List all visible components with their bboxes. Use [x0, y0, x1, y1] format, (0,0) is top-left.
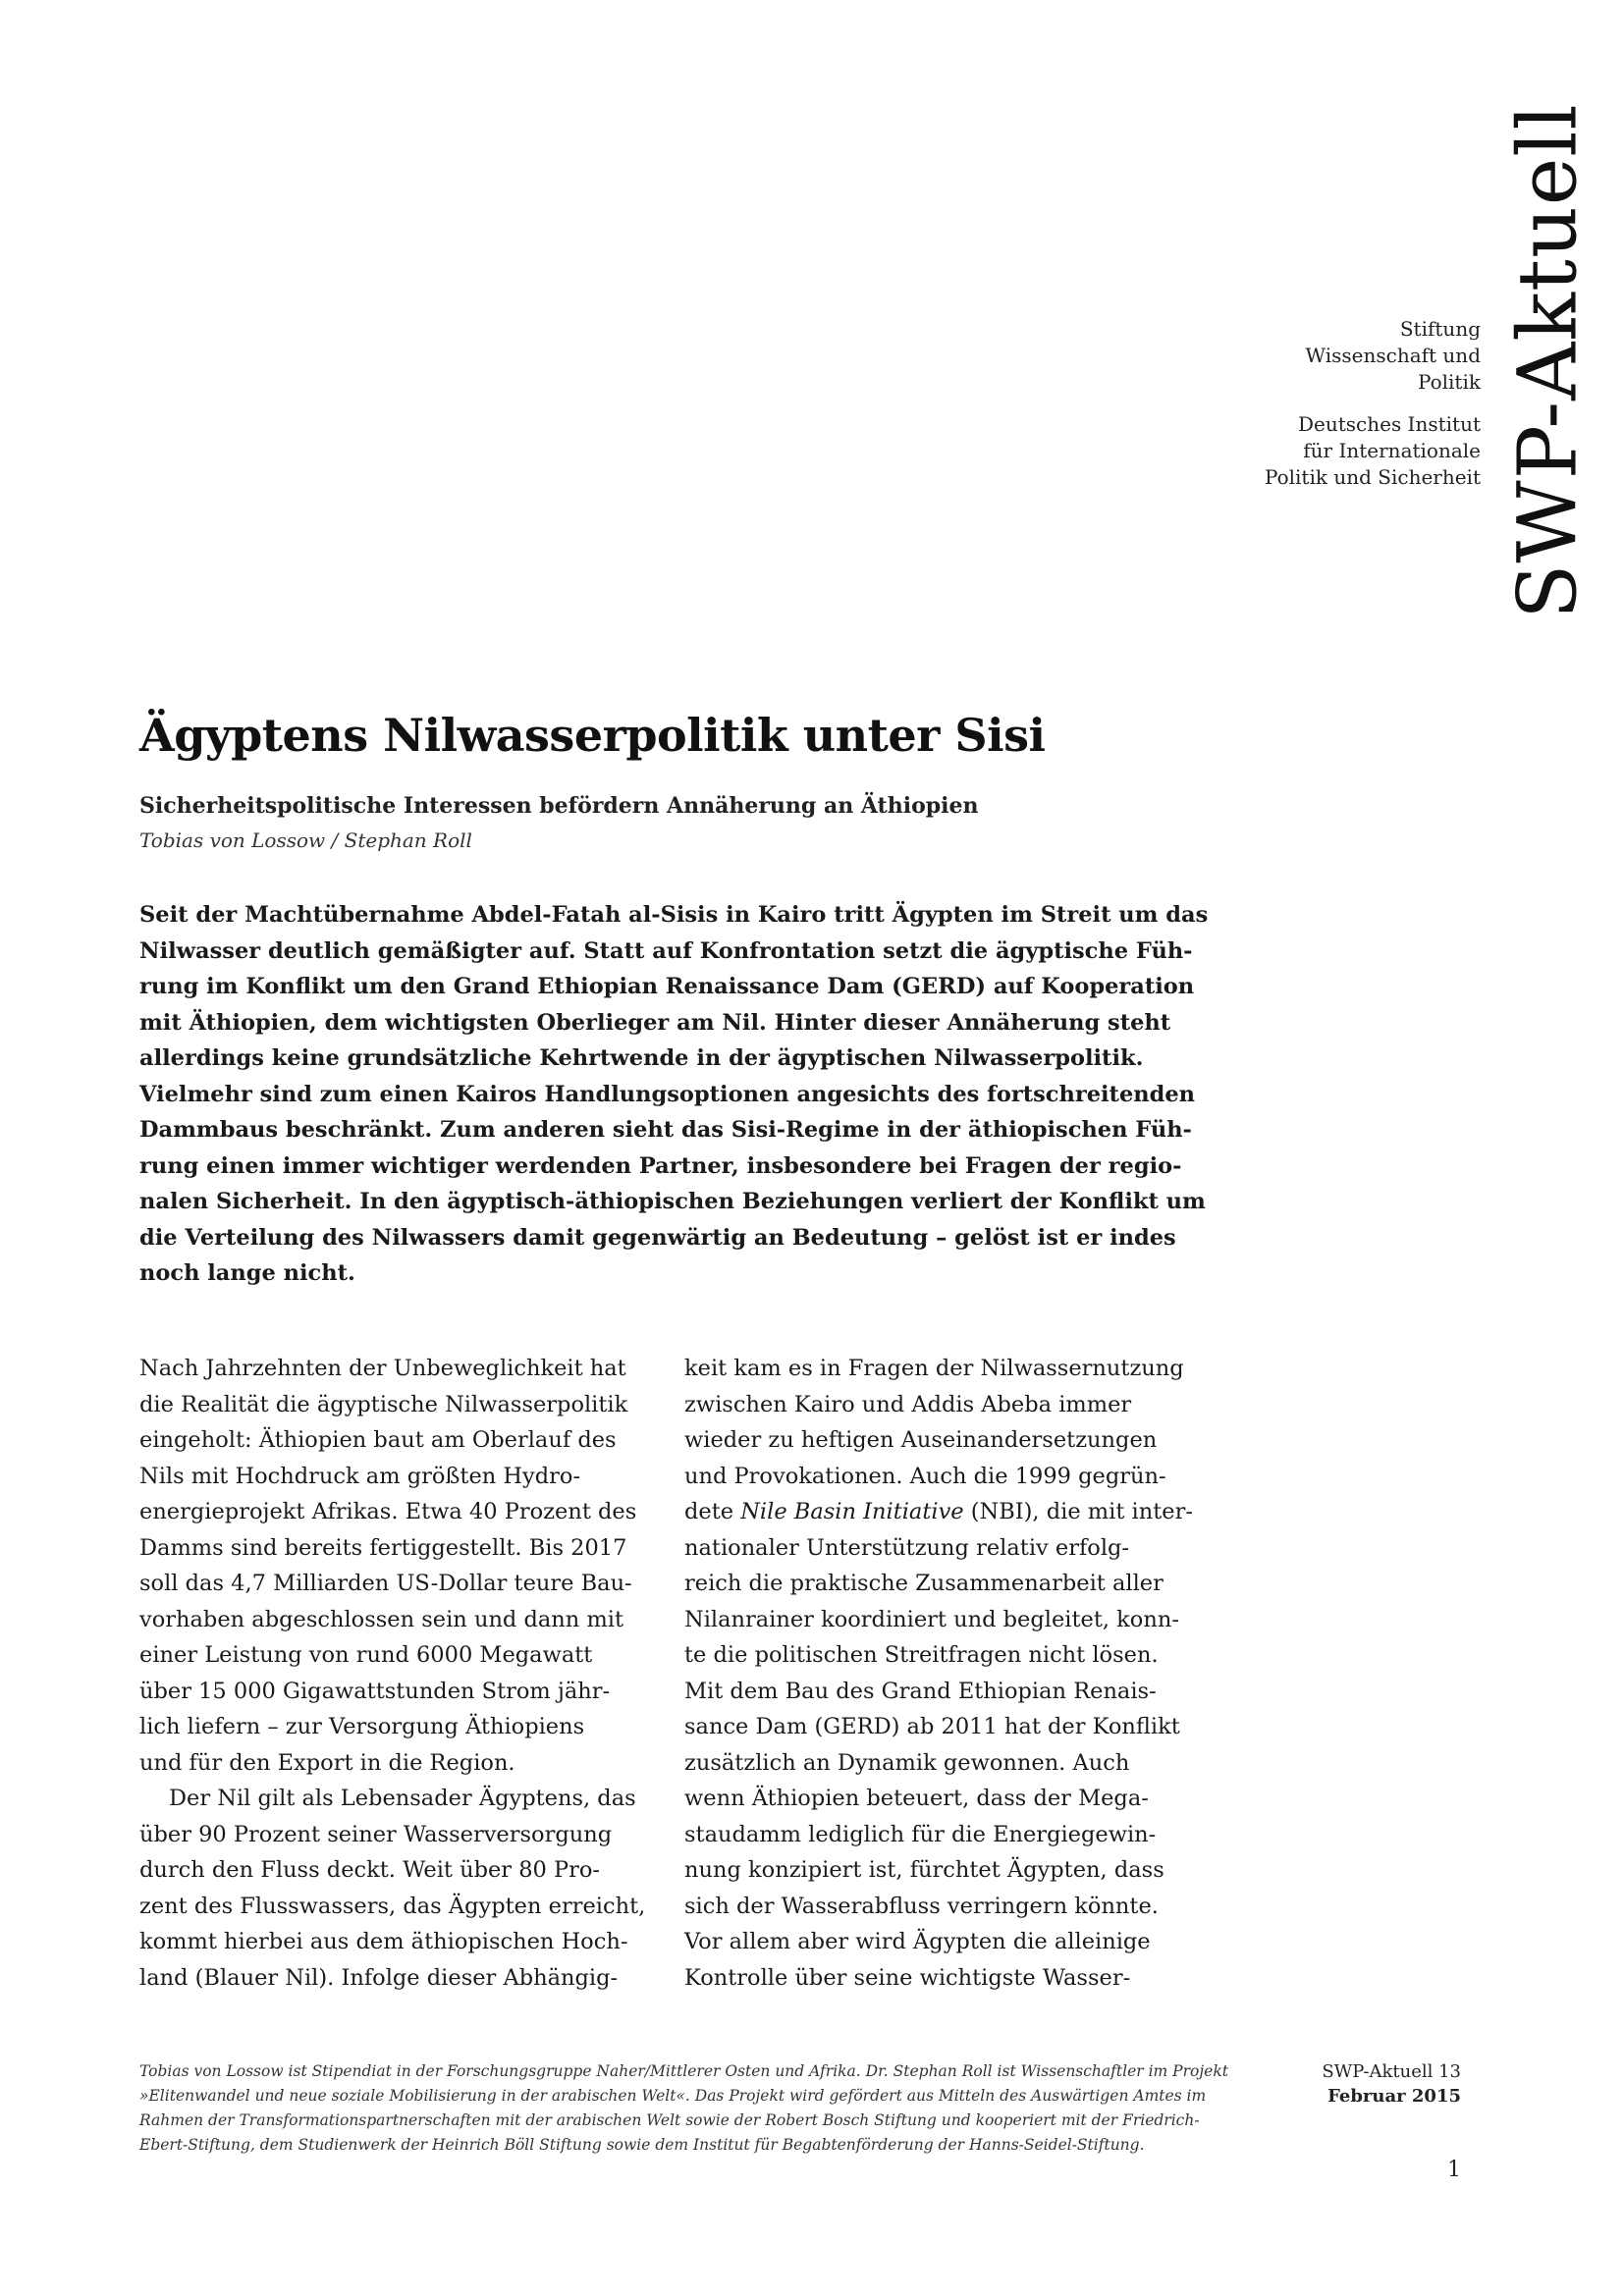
body-line: reich die praktische Zusammenarbeit aller [684, 1571, 1164, 1596]
abstract-line: Dammbaus beschränkt. Zum anderen sieht das Sisi-Regime in der äthiopischen Füh- [139, 1117, 1192, 1143]
institute-name-line: Stiftung [1399, 317, 1481, 341]
body-line: zent des Flusswassers, das Ägypten erreicht, [139, 1893, 646, 1919]
body-line: Vor allem aber wird Ägypten die alleinige [684, 1929, 1151, 1954]
body-line: Nilanrainer koordiniert und begleitet, konn- [684, 1606, 1179, 1632]
body-line: vorhaben abgeschlossen sein und dann mit [139, 1606, 624, 1632]
author-footnote [139, 2059, 1249, 2158]
abstract-line: noch lange nicht. [139, 1260, 355, 1286]
body-line: lich liefern – zur Versorgung Äthiopiens [139, 1714, 585, 1739]
article-authors: Tobias von Lossow / Stephan Roll [139, 828, 472, 852]
issue-date: Februar 2015 [1327, 2086, 1461, 2107]
page-number: 1 [1447, 2158, 1461, 2182]
body-line: Nils mit Hochdruck am größten Hydro- [139, 1463, 581, 1489]
brand-vertical-label: SWP-Aktuell [1501, 103, 1596, 619]
footnote-line: Tobias von Lossow ist Stipendiat in der Forschungsgruppe Naher/Mittlerer Osten und Afrika. Dr. Stephan Roll ist Wissenschaftler im Projekt [139, 2062, 1228, 2080]
body-line: einer Leistung von rund 6000 Megawatt [139, 1642, 593, 1668]
body-line: land (Blauer Nil). Infolge dieser Abhängig- [139, 1964, 619, 1991]
footnote-line: Ebert-Stiftung, dem Studienwerk der Heinrich Böll Stiftung sowie dem Institut für Begabtenförderung der Hanns-Seidel-Stiftung. [139, 2136, 1145, 2154]
body-line: Nach Jahrzehnten der Unbeweglichkeit hat [139, 1356, 626, 1381]
institute-subtitle-line: für Internationale [1303, 439, 1481, 462]
institute-name-line: Wissenschaft und [1305, 344, 1481, 367]
abstract-line: die Verteilung des Nilwassers damit gegenwärtig an Bedeutung – gelöst ist er indes [139, 1224, 1176, 1251]
body-line: staudamm lediglich für die Energiegewin- [684, 1821, 1157, 1847]
body-line: nung konzipiert ist, fürchtet Ägypten, dass [684, 1857, 1164, 1883]
abstract-line: nalen Sicherheit. In den ägyptisch-äthiopischen Beziehungen verliert der Konflikt um [139, 1189, 1206, 1214]
body-line: keit kam es in Fragen der Nilwassernutzung [684, 1356, 1184, 1381]
institute-subtitle-line: Politik und Sicherheit [1264, 465, 1481, 489]
body-line [684, 1494, 1193, 1530]
abstract-line: Nilwasser deutlich gemäßigter auf. Statt auf Konfrontation setzt die ägyptische Füh- [139, 937, 1193, 964]
abstract [139, 897, 1209, 1292]
institute-subtitle-line: Deutsches Institut [1297, 412, 1481, 436]
body-line: Damms sind bereits fertiggestellt. Bis 2017 [139, 1534, 627, 1561]
body-line: energieprojekt Afrikas. Etwa 40 Prozent des [139, 1499, 637, 1524]
article-subtitle: Sicherheitspolitische Interessen befördern Annäherung an Äthiopien [139, 793, 979, 819]
body-line: die Realität die ägyptische Nilwasserpolitik [139, 1391, 628, 1417]
footnote-line: Rahmen der Transformationspartnerschaften mit der arabischen Welt sowie der Robert Bosch Stiftung und kooperiert mit der Friedrich- [139, 2111, 1200, 2129]
body-line: über 90 Prozent seiner Wasserversorgung [139, 1821, 613, 1847]
body-line: über 15 000 Gigawattstunden Strom jähr- [139, 1678, 611, 1704]
body-line: Kontrolle über seine wichtigste Wasser- [684, 1964, 1131, 1991]
body-line: sich der Wasserabfluss verringern könnte. [684, 1893, 1159, 1919]
footnote-line: »Elitenwandel und neue soziale Mobilisierung in der arabischen Welt«. Das Projekt wird gefördert aus Mitteln des Auswärtigen Amtes im [139, 2087, 1207, 2105]
body-line: zusätzlich an Dynamik gewonnen. Auch [684, 1749, 1130, 1776]
body-line-segment: (NBI), die mit inter- [963, 1499, 1193, 1524]
body-line: nationaler Unterstützung relativ erfolg- [684, 1534, 1130, 1561]
issue-info [1322, 2059, 1461, 2109]
body-line: eingeholt: Äthiopien baut am Oberlauf des [139, 1427, 617, 1453]
body-line: zwischen Kairo und Addis Abeba immer [684, 1391, 1132, 1417]
body-line: Mit dem Bau des Grand Ethiopian Renais- [684, 1678, 1157, 1704]
body-line-segment: dete [684, 1499, 741, 1524]
issue-series: SWP-Aktuell 13 [1322, 2061, 1461, 2082]
body-line: soll das 4,7 Milliarden US-Dollar teure Bau- [139, 1571, 632, 1596]
abstract-line: allerdings keine grundsätzliche Kehrtwende in der ägyptischen Nilwasserpolitik. [139, 1045, 1144, 1071]
institute-name-line: Politik [1417, 370, 1481, 394]
nbi-term: Nile Basin Initiative [740, 1499, 964, 1524]
swp-aktuell-logo [1494, 47, 1602, 675]
abstract-line: Seit der Machtübernahme Abdel-Fatah al-Sisis in Kairo tritt Ägypten im Streit um das [139, 902, 1209, 928]
body-line: wenn Äthiopien beteuert, dass der Mega- [684, 1786, 1149, 1811]
body-line: durch den Fluss deckt. Weit über 80 Pro- [139, 1857, 601, 1883]
abstract-line: mit Äthiopien, dem wichtigsten Oberlieger am Nil. Hinter dieser Annäherung steht [139, 1009, 1171, 1036]
body-line: wieder zu heftigen Auseinandersetzungen [684, 1427, 1158, 1453]
body-line: und für den Export in die Region. [139, 1749, 515, 1776]
article-title: Ägyptens Nilwasserpolitik unter Sisi [139, 709, 1046, 762]
body-column-left [139, 1351, 646, 1996]
abstract-line: rung im Konflikt um den Grand Ethiopian Renaissance Dam (GERD) auf Kooperation [139, 974, 1195, 999]
abstract-line: Vielmehr sind zum einen Kairos Handlungsoptionen angesichts des fortschreitenden [139, 1081, 1196, 1107]
institute-block [1265, 316, 1481, 491]
body-line: kommt hierbei aus dem äthiopischen Hoch- [139, 1929, 628, 1954]
body-line: sance Dam (GERD) ab 2011 hat der Konflikt [684, 1714, 1180, 1739]
body-column-right [684, 1351, 1193, 1996]
body-line: Der Nil gilt als Lebensader Ägyptens, das [169, 1786, 636, 1811]
abstract-line: rung einen immer wichtiger werdenden Partner, insbesondere bei Fragen der regio- [139, 1152, 1182, 1179]
body-line: und Provokationen. Auch die 1999 gegrün- [684, 1463, 1166, 1489]
body-line: te die politischen Streitfragen nicht lösen. [684, 1642, 1159, 1668]
